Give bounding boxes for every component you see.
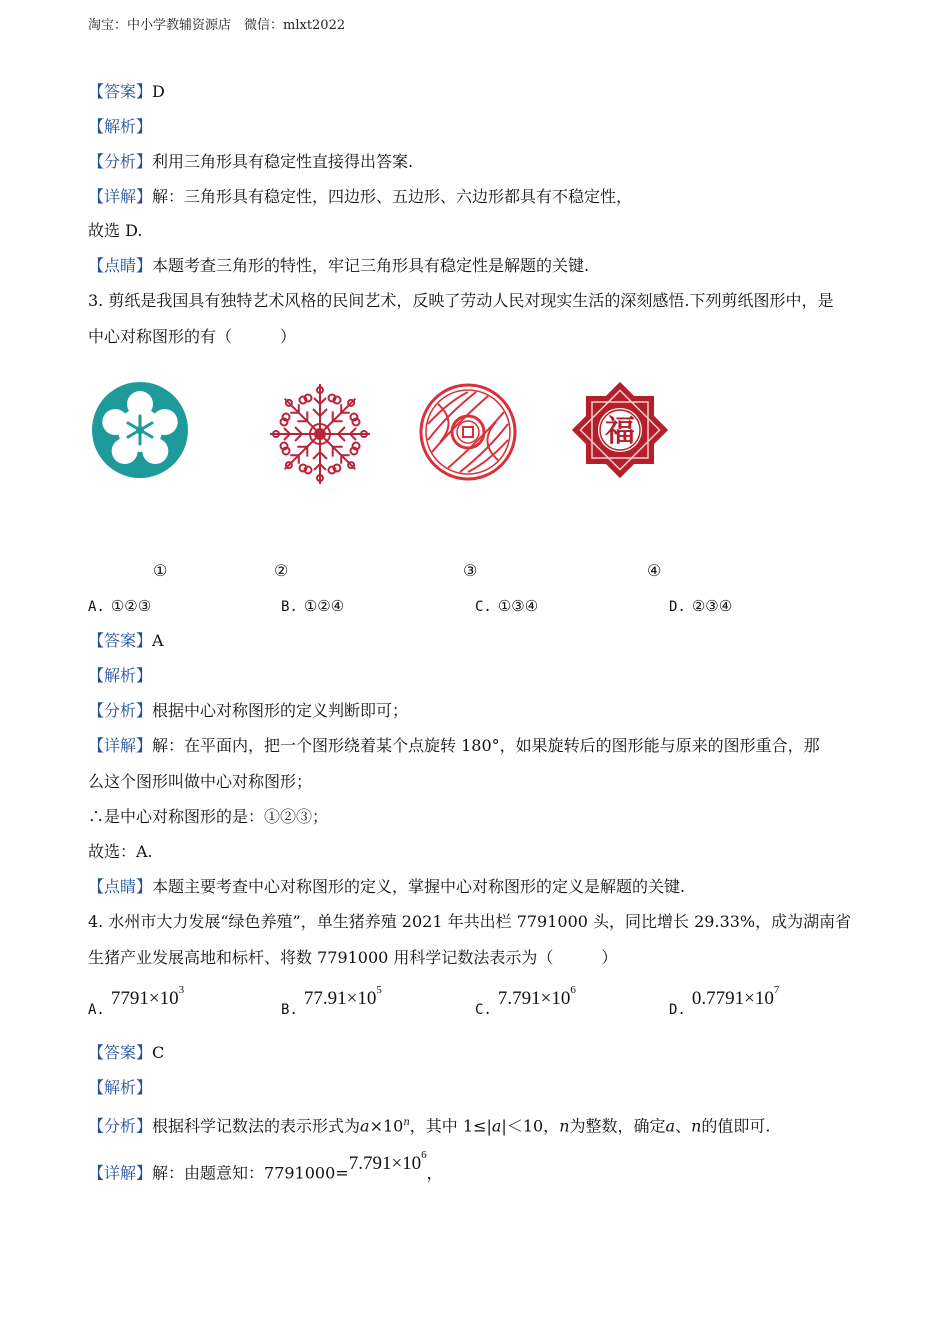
formula-exponent: 6 [421, 1149, 427, 1161]
coin-circle-papercut [418, 382, 518, 482]
answer-value: D [152, 82, 165, 101]
fenxi-text: 根据科学记数法的表示形式为 [152, 1116, 361, 1136]
fenxi-text: 、 [675, 1116, 692, 1136]
answer-tag: 【答案】 [88, 631, 153, 650]
option-formula [110, 984, 185, 1010]
fenxi-times: ×10 [369, 1116, 404, 1136]
q2-conclusion: 故选 D. [88, 221, 143, 240]
fenxi-tag: 【分析】 [88, 1116, 153, 1136]
xiangjie-tag: 【详解】 [88, 187, 153, 206]
option-label: A. [88, 599, 105, 615]
option-label: B. [281, 1002, 298, 1019]
q4-option-c[interactable] [475, 984, 576, 1019]
formula-exponent: 5 [376, 984, 382, 996]
answer-tag: 【答案】 [88, 82, 153, 101]
q4-stem-line2: 生猪产业发展高地和标杆、将数 7791000 用科学记数法表示为（ ） [88, 948, 618, 967]
figure-label-3: ③ [463, 561, 478, 580]
option-label: D. [669, 599, 686, 615]
option-label: C. [475, 599, 492, 615]
option-formula [691, 984, 780, 1010]
option-text: ①②③ [110, 597, 152, 615]
q4-option-a[interactable] [88, 984, 185, 1019]
formula-base: 77.91×10 [303, 988, 377, 1010]
formula-base: 7.791×10 [348, 1153, 422, 1175]
option-label: A. [88, 1002, 105, 1019]
formula-base: 7791×10 [110, 988, 179, 1010]
formula-exponent: 6 [570, 984, 576, 996]
q2-fenxi [88, 152, 413, 172]
fu-character-papercut [572, 382, 668, 478]
formula-exponent: 7 [773, 984, 780, 996]
q4-stem-line1: 4. 水州市大力发展“绿色养殖”，单生猪养殖 2021 年共出栏 7791000 头，同比增长 29.33%，成为湖南省 [88, 912, 852, 931]
dianjing-tag: 【点睛】 [88, 256, 153, 275]
figure-label-1: ① [153, 561, 168, 580]
var-n: n [691, 1116, 702, 1136]
q3-conclusion: 故选：A. [88, 842, 153, 861]
q3-stem-line2: 中心对称图形的有（ ） [88, 327, 297, 346]
q2-answer-line [88, 82, 165, 102]
xiangjie-text: 解：由题意知：7791000= [152, 1163, 349, 1183]
q3-option-a[interactable] [88, 596, 151, 617]
option-label: D. [669, 1002, 686, 1019]
page-header: 淘宝：中小学教辅资源店 微信：mlxt2022 [88, 18, 346, 33]
q4-fenxi [88, 1113, 770, 1136]
q4-xiangjie [88, 1149, 443, 1183]
answer-tag: 【答案】 [88, 1043, 153, 1062]
q3-xiangjie-line1 [88, 736, 820, 756]
option-formula [497, 984, 576, 1010]
dianjing-text: 本题考查三角形的特性，牢记三角形具有稳定性是解题的关键. [152, 256, 590, 275]
q3-option-d[interactable] [669, 596, 732, 617]
fenxi-text: 根据中心对称图形的定义判断即可； [152, 701, 409, 720]
fenxi-text: 利用三角形具有稳定性直接得出答案. [152, 152, 414, 171]
answer-value: C [152, 1043, 165, 1062]
var-a: a [491, 1116, 502, 1136]
option-text: ②③④ [691, 597, 733, 615]
fenxi-tag: 【分析】 [88, 701, 153, 720]
fenxi-tag: 【分析】 [88, 152, 153, 171]
figure-label-2: ② [274, 561, 289, 580]
plum-blossom-papercut [88, 382, 192, 478]
xiangjie-end: ， [426, 1163, 443, 1183]
q4-option-d[interactable] [669, 984, 780, 1019]
fenxi-text: 为整数，确定 [569, 1116, 666, 1136]
option-text: ①③④ [497, 597, 539, 615]
formula-base: 7.791×10 [497, 988, 571, 1010]
q2-jiexi: 【解析】 [88, 117, 153, 136]
dianjing-text: 本题主要考查中心对称图形的定义，掌握中心对称图形的定义是解题的关键. [152, 877, 686, 896]
q3-xiangjie-line2: 么这个图形叫做中心对称图形； [88, 772, 313, 791]
q2-dianjing [88, 256, 589, 276]
formula-exponent: 3 [178, 984, 185, 996]
option-label: C. [475, 1002, 492, 1019]
fenxi-text: ，其中 1≤| [409, 1116, 492, 1136]
var-n-exponent: n [403, 1117, 410, 1128]
q2-xiangjie [88, 187, 632, 207]
xiangjie-text: 解：三角形具有稳定性，四边形、五边形、六边形都具有不稳定性， [152, 187, 633, 206]
fu-character: 福 [605, 414, 635, 449]
fenxi-text: 的值即可. [701, 1116, 771, 1136]
q3-jiexi: 【解析】 [88, 666, 153, 685]
var-a: a [665, 1116, 676, 1136]
snowflake-papercut [268, 378, 372, 490]
q3-option-c[interactable] [475, 596, 538, 617]
q3-option-b[interactable] [281, 596, 344, 617]
option-formula [303, 984, 382, 1010]
xiangjie-tag: 【详解】 [88, 1163, 153, 1183]
answer-value: A [152, 631, 164, 650]
q3-fenxi [88, 701, 408, 721]
xiangjie-text: 解：在平面内，把一个图形绕着某个点旋转 180°，如果旋转后的图形能与原来的图形重合，那 [152, 736, 820, 755]
q3-answer-line [88, 631, 164, 651]
q4-jiexi: 【解析】 [88, 1078, 153, 1097]
option-text: ①②④ [303, 597, 345, 615]
q3-therefore: ∴是中心对称图形的是：①②③； [88, 807, 329, 826]
q3-dianjing [88, 877, 685, 897]
option-label: B. [281, 599, 298, 615]
formula-base: 0.7791×10 [691, 988, 774, 1010]
q4-answer-line [88, 1043, 164, 1063]
fenxi-text: |＜10， [501, 1116, 560, 1136]
dianjing-tag: 【点睛】 [88, 877, 153, 896]
q3-stem-line1: 3. 剪纸是我国具有独特艺术风格的民间艺术，反映了劳动人民对现实生活的深刻感悟.下列剪纸图形中，是 [88, 291, 834, 310]
xiangjie-formula [348, 1149, 427, 1175]
figure-label-4: ④ [647, 561, 662, 580]
q4-option-b[interactable] [281, 984, 382, 1019]
var-a: a [360, 1116, 370, 1136]
var-n: n [559, 1116, 570, 1136]
xiangjie-tag: 【详解】 [88, 736, 153, 755]
